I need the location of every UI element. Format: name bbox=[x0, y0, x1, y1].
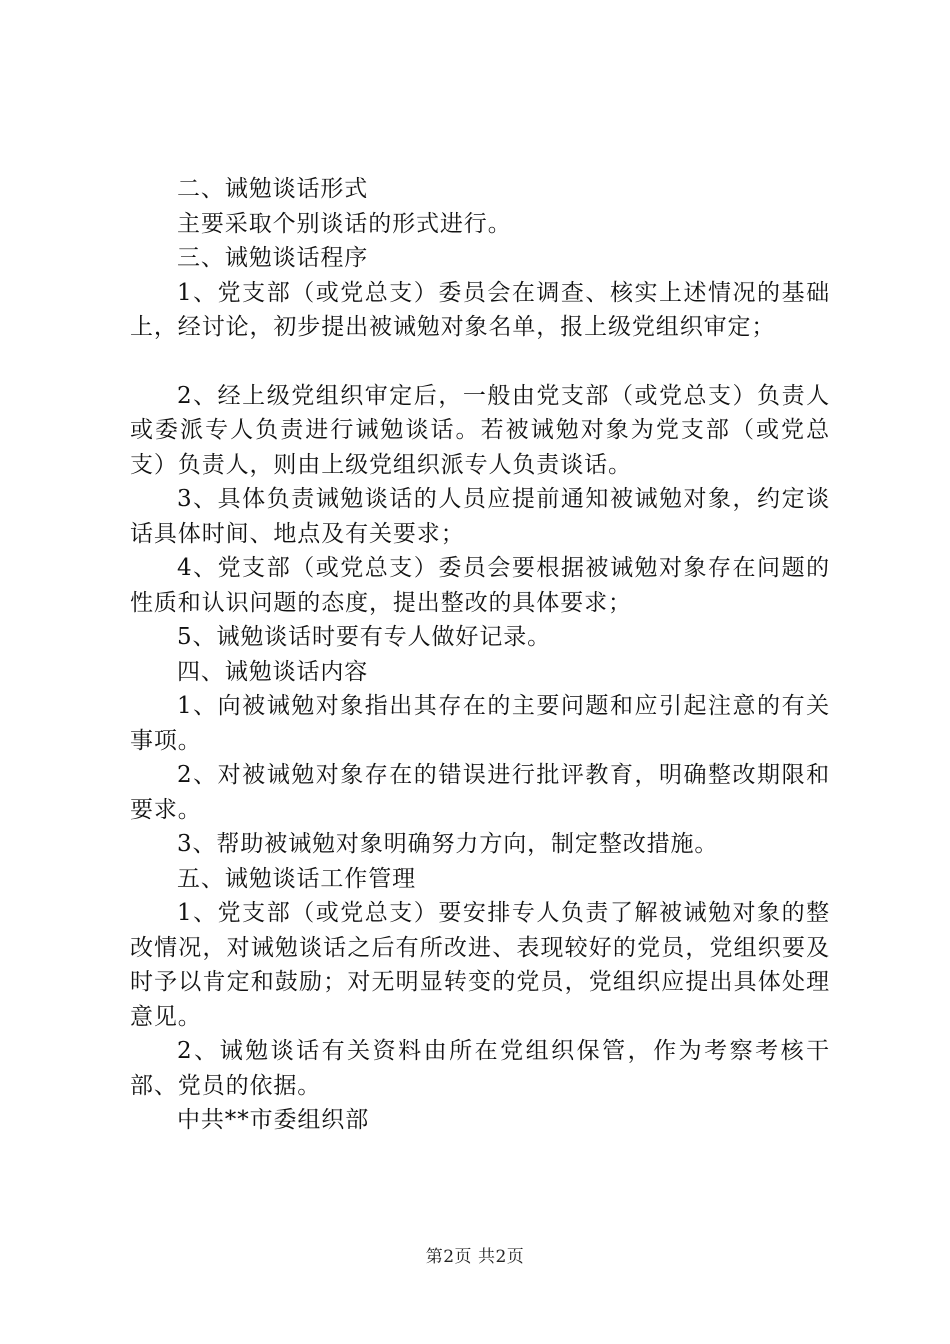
content-item-2: 2、对被诫勉对象存在的错误进行批评教育，明确整改期限和要求。 bbox=[130, 762, 830, 823]
procedure-item-1: 1、党支部（或党总支）委员会在调查、核实上述情况的基础上，经讨论，初步提出被诫勉对象名单，报上级党组织审定； bbox=[130, 279, 830, 340]
management-item-1: 1、党支部（或党总支）要安排专人负责了解被诫勉对象的整改情况，对诫勉谈话之后有所改进、表现较好的党员，党组织要及时予以肯定和鼓励；对无明显转变的党员，党组织应提出具体处理意见。 bbox=[130, 900, 830, 1030]
page-number-footer: 第2页 共2页 bbox=[425, 1247, 525, 1267]
issuer-signature-line: 中共**市委组织部 bbox=[177, 1107, 370, 1133]
paragraph-form-text: 主要采取个别谈话的形式进行。 bbox=[177, 210, 512, 237]
procedure-item-5: 5、诫勉谈话时要有专人做好记录。 bbox=[177, 624, 552, 650]
document-body bbox=[130, 172, 830, 1138]
content-item-3: 3、帮助被诫勉对象明确努力方向，制定整改措施。 bbox=[177, 831, 719, 857]
procedure-item-4: 4、党支部（或党总支）委员会要根据被诫勉对象存在问题的性质和认识问题的态度，提出整改的具体要求； bbox=[130, 555, 830, 616]
section-heading-procedure: 三、诫勉谈话程序 bbox=[177, 245, 369, 271]
section-heading-management: 五、诫勉谈话工作管理 bbox=[177, 865, 416, 892]
management-item-2: 2、诫勉谈话有关资料由所在党组织保管，作为考察考核干部、党员的依据。 bbox=[130, 1038, 830, 1099]
section-heading-form: 二、诫勉谈话形式 bbox=[177, 176, 369, 202]
content-item-1: 1、向被诫勉对象指出其存在的主要问题和应引起注意的有关事项。 bbox=[130, 693, 830, 754]
section-heading-content: 四、诫勉谈话内容 bbox=[177, 658, 369, 685]
procedure-item-2: 2、经上级党组织审定后，一般由党支部（或党总支）负责人或委派专人负责进行诫勉谈话。若被诫勉对象为党支部（或党总支）负责人，则由上级党组织派专人负责谈话。 bbox=[130, 382, 830, 478]
procedure-item-3: 3、具体负责诫勉谈话的人员应提前通知被诫勉对象，约定谈话具体时间、地点及有关要求； bbox=[130, 486, 830, 547]
